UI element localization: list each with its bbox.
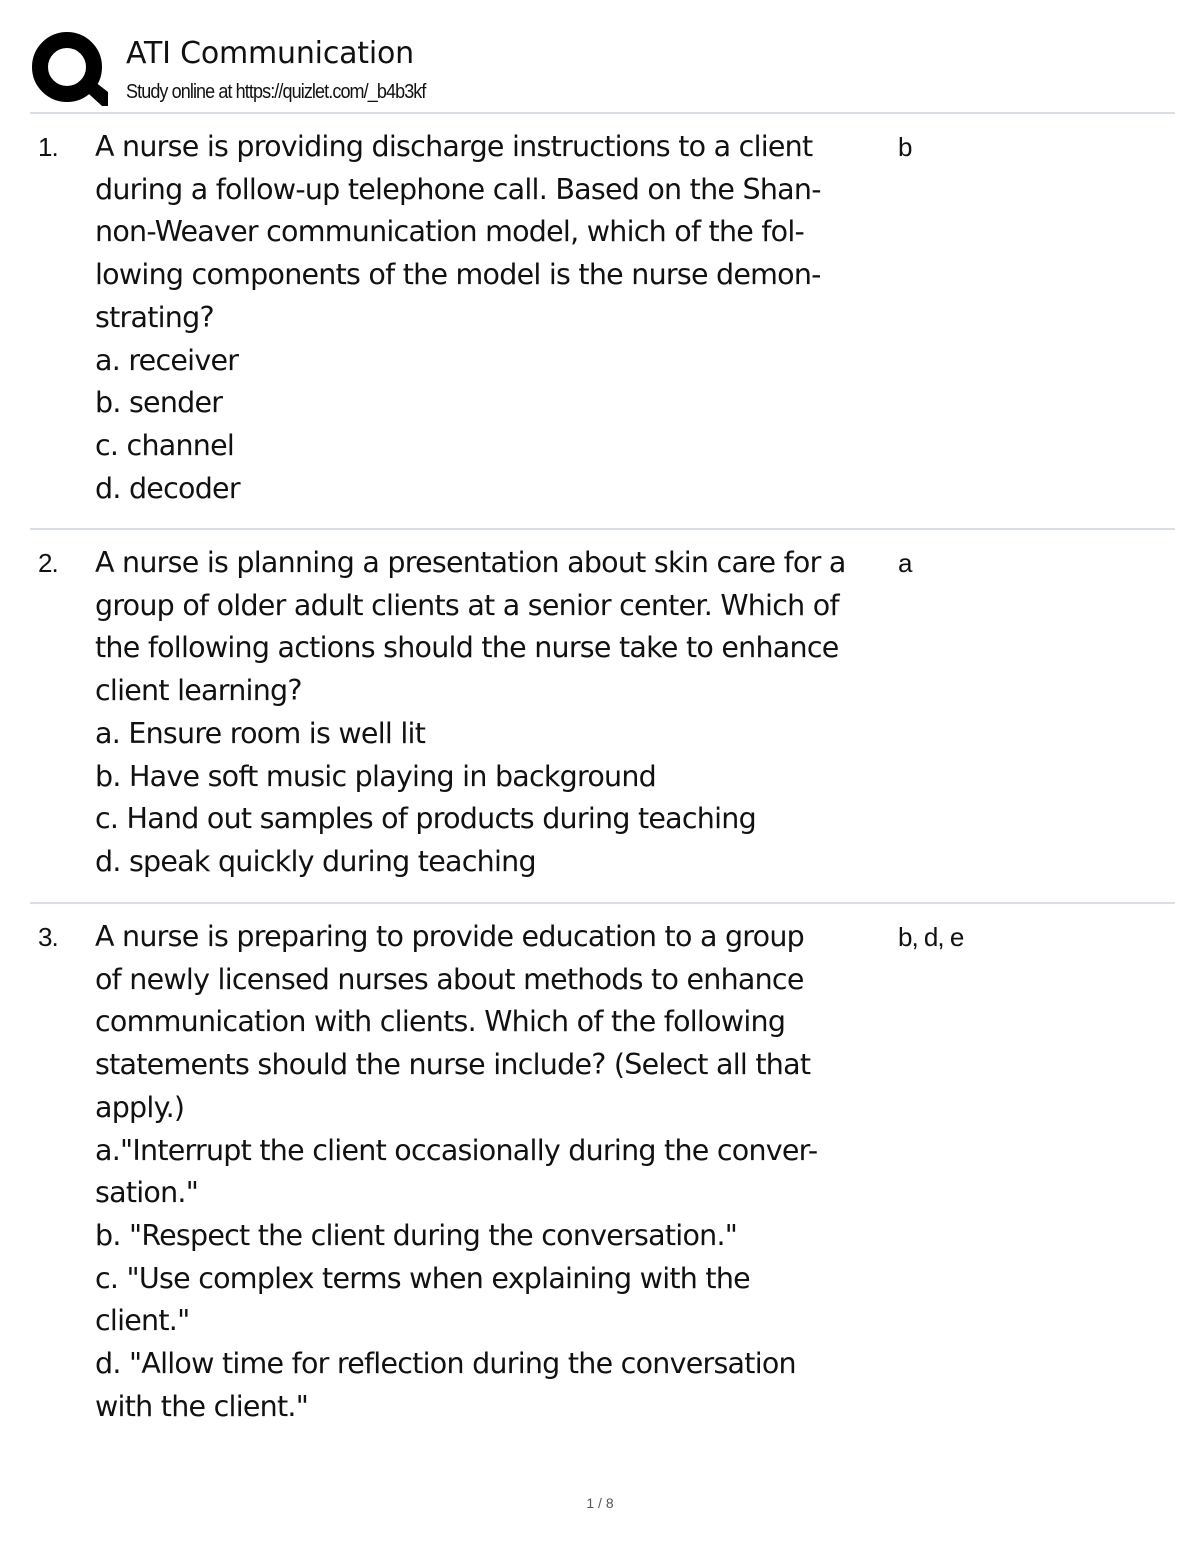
question-line: of newly licensed nurses about methods to enhance (95, 962, 804, 996)
option-line: b. sender (95, 386, 223, 420)
question-number: 3. (38, 922, 58, 952)
answer-text: a (898, 548, 912, 578)
option-line: c. channel (95, 428, 235, 462)
question-line: statements should the nurse include? (Select all that (95, 1048, 811, 1082)
option-line: a."Interrupt the client occasionally during the conver- (95, 1133, 818, 1167)
option-line: b. Have soft music playing in background (95, 759, 657, 793)
question-line: apply.) (95, 1090, 185, 1124)
option-line: d. decoder (95, 471, 240, 505)
question-line: A nurse is preparing to provide education to a group (95, 920, 804, 953)
option-line: c. "Use complex terms when explaining with the (95, 1261, 750, 1295)
header-divider (30, 112, 1175, 114)
question-2 (30, 542, 1175, 884)
option-line: d. speak quickly during teaching (95, 844, 536, 878)
question-3 (30, 916, 1175, 1430)
study-online-link-text: Study online at https://quizlet.com/_b4b3kf (126, 81, 426, 103)
question-1 (30, 126, 1175, 510)
answer-text: b (898, 132, 912, 162)
option-line: with the client." (95, 1389, 309, 1423)
question-text (95, 542, 895, 884)
option-line: b. "Respect the client during the conversation." (95, 1218, 738, 1252)
option-line: a. Ensure room is well lit (95, 716, 426, 750)
question-number: 2. (38, 548, 58, 578)
question-line: communication with clients. Which of the following (95, 1005, 786, 1039)
question-divider (30, 528, 1175, 530)
answer-text: b, d, e (898, 922, 964, 952)
question-line: lowing components of the model is the nurse demon- (95, 258, 821, 292)
option-line: d. "Allow time for reflection during the conversation (95, 1347, 796, 1381)
page-number: 1 / 8 (586, 1495, 614, 1511)
question-divider (30, 902, 1175, 904)
question-line: A nurse is planning a presentation about skin care for a (95, 546, 846, 579)
question-line: the following actions should the nurse take to enhance (95, 631, 839, 665)
page-header (30, 28, 1175, 112)
option-line: c. Hand out samples of products during teaching (95, 802, 756, 836)
option-line: a. receiver (95, 343, 239, 377)
question-line: group of older adult clients at a senior center. Which of (95, 588, 839, 622)
question-line: A nurse is providing discharge instructions to a client (95, 130, 813, 163)
question-text (95, 916, 895, 1428)
question-number: 1. (38, 132, 58, 162)
question-line: client learning? (95, 674, 302, 708)
option-line: sation." (95, 1176, 199, 1210)
question-text (95, 126, 895, 510)
option-line: client." (95, 1304, 190, 1338)
question-line: strating? (95, 300, 214, 334)
question-line: non-Weaver communication model, which of the fol- (95, 215, 805, 249)
quizlet-q-logo-icon (30, 30, 108, 106)
document-title: ATI Communication (126, 36, 414, 71)
question-line: during a follow-up telephone call. Based on the Shan- (95, 172, 821, 206)
